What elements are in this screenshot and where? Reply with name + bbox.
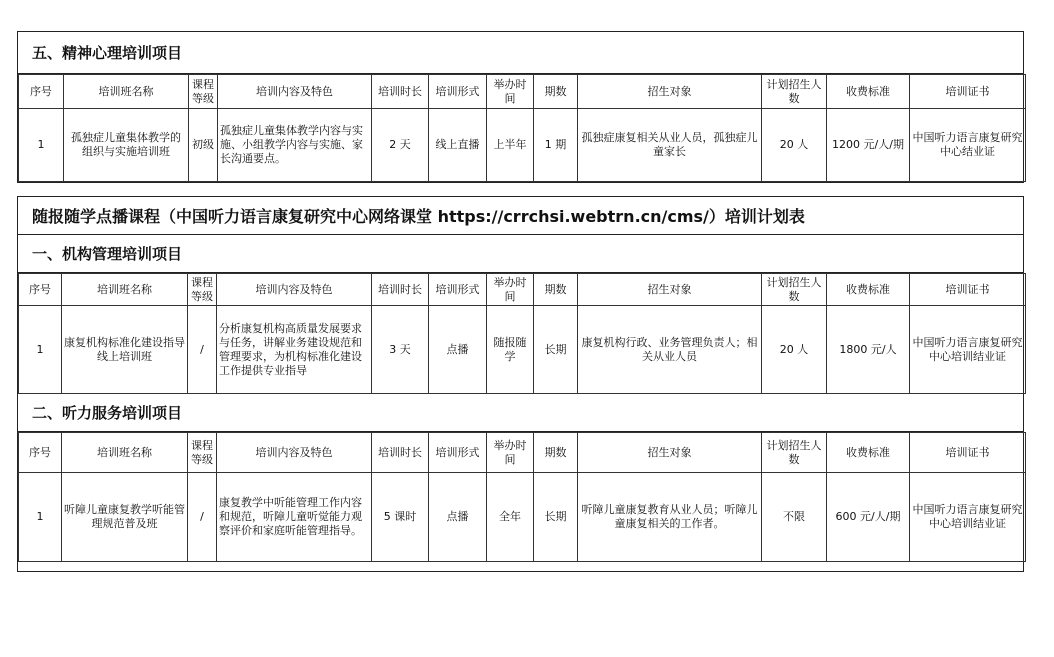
cell-course-name: 孤独症儿童集体教学的组织与实施培训班 [64, 109, 189, 182]
cell-fee: 600 元/人/期 [827, 473, 910, 562]
header-cell: 培训班名称 [62, 274, 188, 306]
table-row [19, 109, 1026, 182]
header-cell: 收费标准 [827, 75, 910, 109]
cell-level: / [188, 473, 217, 562]
header-cell: 招生对象 [578, 433, 762, 473]
cell-time: 上半年 [487, 109, 534, 182]
cell-fee: 1200 元/人/期 [827, 109, 910, 182]
cell-audience: 康复机构行政、业务管理负责人；相关从业人员 [578, 306, 762, 394]
cell-enrollment: 20 人 [762, 306, 827, 394]
cell-duration: 5 课时 [372, 473, 429, 562]
part1-header-row [19, 274, 1026, 306]
header-cell: 培训时长 [372, 75, 429, 109]
cell-audience: 孤独症康复相关从业人员，孤独症儿童家长 [578, 109, 762, 182]
header-cell: 培训班名称 [62, 433, 188, 473]
cell-course-name: 听障儿童康复教学听能管理规范普及班 [62, 473, 188, 562]
cell-format: 线上直播 [429, 109, 487, 182]
header-cell: 招生对象 [578, 274, 762, 306]
part2-header-row [19, 433, 1026, 473]
header-cell: 培训时长 [372, 274, 429, 306]
header-cell: 序号 [19, 75, 64, 109]
header-cell: 课程等级 [188, 433, 217, 473]
cell-format: 点播 [429, 473, 487, 562]
section5-heading: 五、精神心理培训项目 [18, 32, 1023, 74]
header-cell: 期数 [534, 75, 578, 109]
part2-heading: 二、听力服务培训项目 [18, 394, 1023, 432]
header-cell: 培训形式 [429, 274, 487, 306]
header-cell: 序号 [19, 274, 62, 306]
cell-audience: 听障儿童康复教育从业人员；听障儿童康复相关的工作者。 [578, 473, 762, 562]
header-cell: 举办时间 [487, 274, 534, 306]
cell-index: 1 [19, 473, 62, 562]
cell-format: 点播 [429, 306, 487, 394]
cell-sessions: 长期 [534, 473, 578, 562]
header-cell: 期数 [534, 433, 578, 473]
section5-block [17, 31, 1024, 183]
cell-fee: 1800 元/人 [827, 306, 910, 394]
header-cell: 举办时间 [487, 433, 534, 473]
header-cell: 计划招生人数 [762, 274, 827, 306]
header-cell: 计划招生人数 [762, 433, 827, 473]
cell-duration: 3 天 [372, 306, 429, 394]
section5-header-row [19, 75, 1026, 109]
header-cell: 培训形式 [429, 75, 487, 109]
header-cell: 培训形式 [429, 433, 487, 473]
cell-enrollment: 20 人 [762, 109, 827, 182]
cell-sessions: 1 期 [534, 109, 578, 182]
header-cell: 培训内容及特色 [217, 274, 372, 306]
section5-table [18, 74, 1026, 182]
header-cell: 培训证书 [910, 433, 1026, 473]
ondemand-title: 随报随学点播课程（中国听力语言康复研究中心网络课堂 https://crrchsi.webtrn.cn/cms/）培训计划表 [18, 197, 1023, 235]
header-cell: 培训内容及特色 [217, 433, 372, 473]
cell-certificate: 中国听力语言康复研究中心培训结业证 [910, 306, 1026, 394]
header-cell: 培训时长 [372, 433, 429, 473]
ondemand-block [17, 196, 1024, 572]
header-cell: 培训证书 [910, 75, 1026, 109]
header-cell: 课程等级 [188, 274, 217, 306]
header-cell: 收费标准 [827, 274, 910, 306]
header-cell: 收费标准 [827, 433, 910, 473]
cell-level: 初级 [189, 109, 218, 182]
cell-time: 全年 [487, 473, 534, 562]
cell-course-name: 康复机构标准化建设指导线上培训班 [62, 306, 188, 394]
cell-index: 1 [19, 306, 62, 394]
cell-content: 康复教学中听能管理工作内容和规范，听障儿童听觉能力观察评价和家庭听能管理指导。 [217, 473, 372, 562]
cell-content: 孤独症儿童集体教学内容与实施、小组教学内容与实施、家长沟通要点。 [218, 109, 372, 182]
table-row [19, 473, 1026, 562]
cell-sessions: 长期 [534, 306, 578, 394]
table-row [19, 306, 1026, 394]
header-cell: 序号 [19, 433, 62, 473]
header-cell: 招生对象 [578, 75, 762, 109]
header-cell: 举办时间 [487, 75, 534, 109]
part1-heading: 一、机构管理培训项目 [18, 235, 1023, 273]
cell-enrollment: 不限 [762, 473, 827, 562]
header-cell: 培训证书 [910, 274, 1026, 306]
cell-index: 1 [19, 109, 64, 182]
header-cell: 计划招生人数 [762, 75, 827, 109]
header-cell: 课程等级 [189, 75, 218, 109]
cell-certificate: 中国听力语言康复研究中心培训结业证 [910, 473, 1026, 562]
cell-certificate: 中国听力语言康复研究中心结业证 [910, 109, 1026, 182]
header-cell: 期数 [534, 274, 578, 306]
part1-table [18, 273, 1026, 394]
part2-table [18, 432, 1026, 562]
cell-duration: 2 天 [372, 109, 429, 182]
header-cell: 培训班名称 [64, 75, 189, 109]
cell-level: / [188, 306, 217, 394]
cell-time: 随报随学 [487, 306, 534, 394]
cell-content: 分析康复机构高质量发展要求与任务，讲解业务建设规范和管理要求，为机构标准化建设工作提供专业指导 [217, 306, 372, 394]
header-cell: 培训内容及特色 [218, 75, 372, 109]
